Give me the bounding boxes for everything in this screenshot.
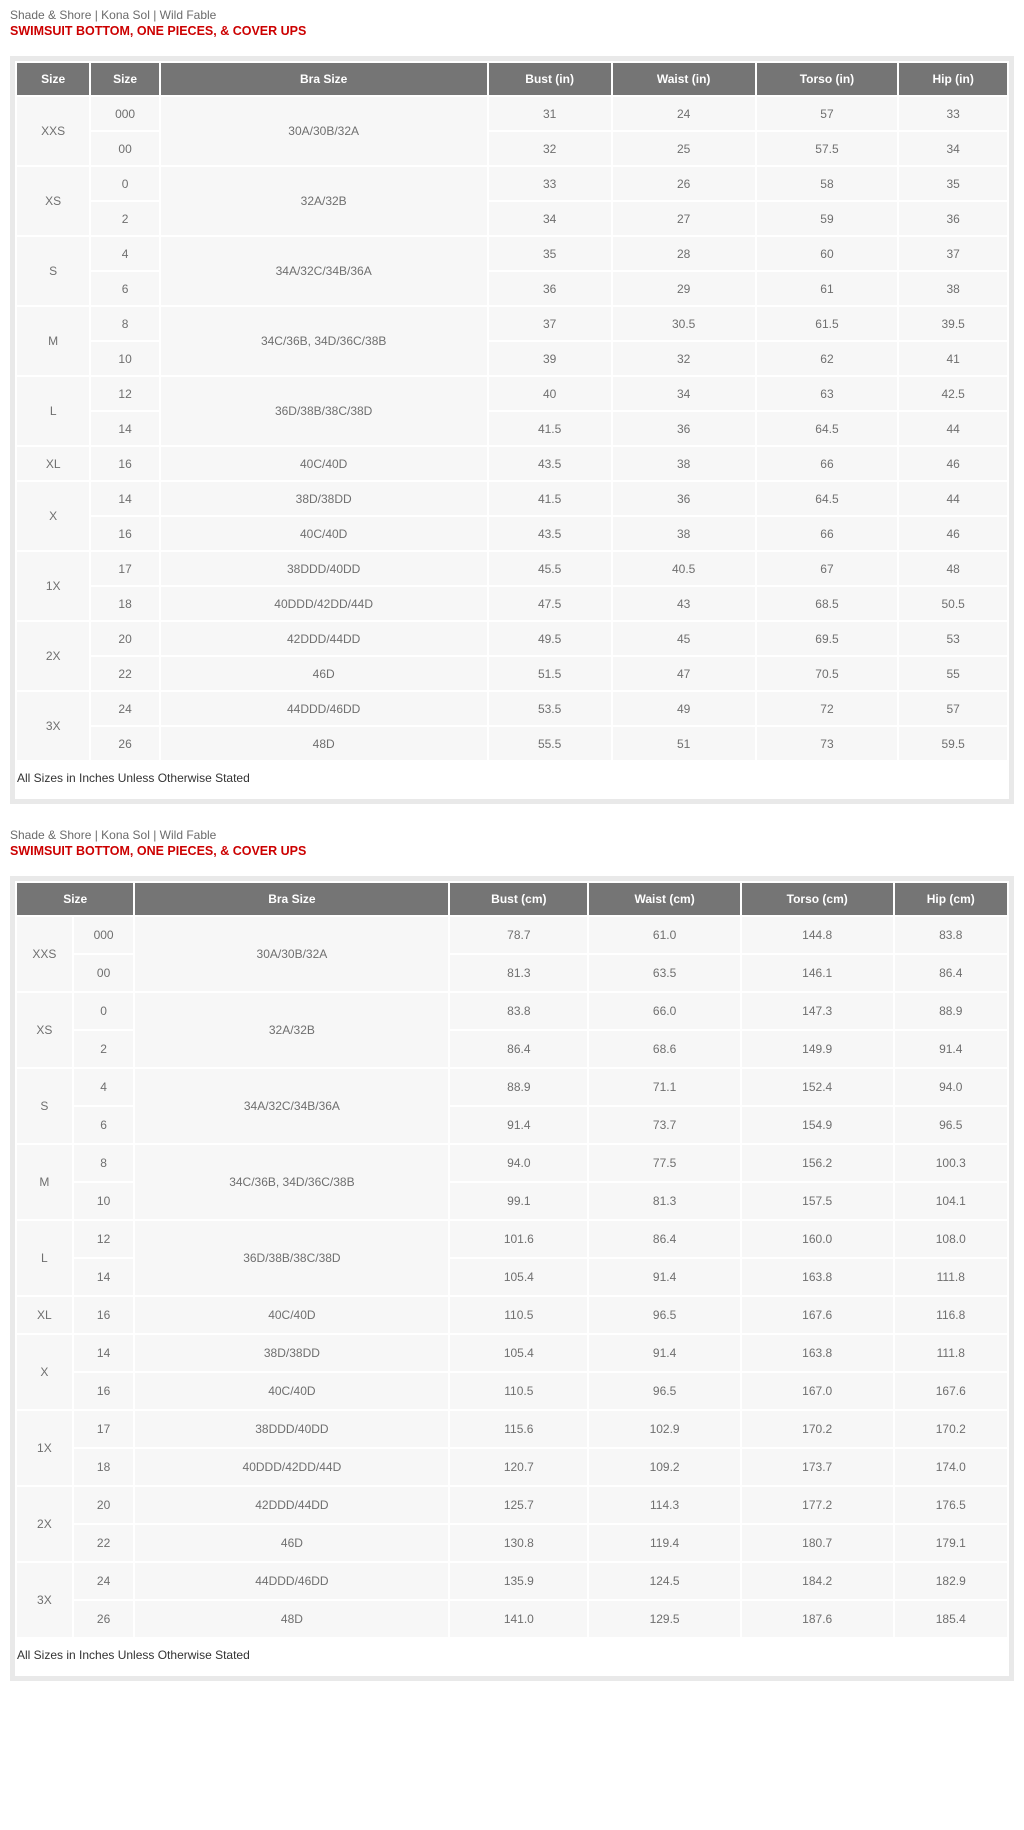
torso-cell: 187.6: [742, 1601, 893, 1637]
table-row: [17, 1145, 1007, 1181]
torso-cell: 170.2: [742, 1411, 893, 1447]
table-row: [17, 1297, 1007, 1333]
waist-cell: 91.4: [589, 1335, 740, 1371]
bust-cell: 45.5: [489, 552, 611, 585]
waist-cell: 32: [613, 342, 755, 375]
size-cell: 14: [91, 482, 158, 515]
torso-cell: 163.8: [742, 1259, 893, 1295]
waist-cell: 129.5: [589, 1601, 740, 1637]
bust-cell: 141.0: [450, 1601, 587, 1637]
size-group-cell: X: [17, 482, 89, 550]
size-cell: 6: [74, 1107, 134, 1143]
table-row: [17, 622, 1007, 655]
bust-cell: 101.6: [450, 1221, 587, 1257]
bra-size-cell: 48D: [135, 1601, 448, 1637]
waist-cell: 102.9: [589, 1411, 740, 1447]
size-cell: 6: [91, 272, 158, 305]
table-row: [17, 1601, 1007, 1637]
torso-cell: 67: [757, 552, 898, 585]
waist-cell: 73.7: [589, 1107, 740, 1143]
table-row: [17, 1221, 1007, 1257]
footnote: All Sizes in Inches Unless Otherwise Stated: [15, 762, 1009, 797]
bra-size-cell: 40C/40D: [135, 1373, 448, 1409]
bra-size-cell: 38D/38DD: [135, 1335, 448, 1371]
bra-size-cell: 36D/38B/38C/38D: [135, 1221, 448, 1295]
table-row: [17, 1335, 1007, 1371]
table-row: [17, 237, 1007, 270]
waist-cell: 114.3: [589, 1487, 740, 1523]
size-group-cell: XS: [17, 993, 72, 1067]
bust-cell: 86.4: [450, 1031, 587, 1067]
hip-cell: 59.5: [899, 727, 1007, 760]
hip-cell: 39.5: [899, 307, 1007, 340]
bust-cell: 47.5: [489, 587, 611, 620]
bust-cell: 33: [489, 167, 611, 200]
size-cell: 26: [91, 727, 158, 760]
torso-cell: 149.9: [742, 1031, 893, 1067]
bust-cell: 41.5: [489, 482, 611, 515]
header-row: [17, 883, 1007, 915]
size-cell: 14: [74, 1259, 134, 1295]
hip-cell: 179.1: [895, 1525, 1008, 1561]
waist-cell: 96.5: [589, 1373, 740, 1409]
bra-size-cell: 30A/30B/32A: [135, 917, 448, 991]
bust-cell: 43.5: [489, 517, 611, 550]
bra-size-cell: 42DDD/44DD: [135, 1487, 448, 1523]
size-cell: 17: [91, 552, 158, 585]
torso-cell: 163.8: [742, 1335, 893, 1371]
torso-cell: 173.7: [742, 1449, 893, 1485]
size-group-cell: XXS: [17, 97, 89, 165]
bust-cell: 78.7: [450, 917, 587, 953]
table-row: [17, 1563, 1007, 1599]
table-row: [17, 917, 1007, 953]
column-header: Size: [17, 63, 89, 95]
bust-cell: 105.4: [450, 1335, 587, 1371]
bust-cell: 41.5: [489, 412, 611, 445]
waist-cell: 29: [613, 272, 755, 305]
hip-cell: 185.4: [895, 1601, 1008, 1637]
column-header: Bra Size: [161, 63, 487, 95]
size-cell: 17: [74, 1411, 134, 1447]
chart-title: SWIMSUIT BOTTOM, ONE PIECES, & COVER UPS: [10, 844, 307, 858]
table-row: [17, 167, 1007, 200]
size-chart-section-cm: [10, 828, 1014, 1681]
bust-cell: 88.9: [450, 1069, 587, 1105]
torso-cell: 167.6: [742, 1297, 893, 1333]
waist-cell: 28: [613, 237, 755, 270]
torso-cell: 64.5: [757, 482, 898, 515]
waist-cell: 96.5: [589, 1297, 740, 1333]
hip-cell: 35: [899, 167, 1007, 200]
bust-cell: 55.5: [489, 727, 611, 760]
size-group-cell: M: [17, 307, 89, 375]
bust-cell: 130.8: [450, 1525, 587, 1561]
bust-cell: 81.3: [450, 955, 587, 991]
hip-cell: 46: [899, 517, 1007, 550]
table-row: [17, 307, 1007, 340]
table-row: [17, 1449, 1007, 1485]
torso-cell: 73: [757, 727, 898, 760]
bust-cell: 105.4: [450, 1259, 587, 1295]
table-row: [17, 692, 1007, 725]
size-group-cell: 2X: [17, 1487, 72, 1561]
hip-cell: 44: [899, 482, 1007, 515]
waist-cell: 68.6: [589, 1031, 740, 1067]
column-header: Size: [91, 63, 158, 95]
hip-cell: 55: [899, 657, 1007, 690]
size-cell: 16: [74, 1373, 134, 1409]
bust-cell: 53.5: [489, 692, 611, 725]
size-group-cell: XS: [17, 167, 89, 235]
bra-size-cell: 34A/32C/34B/36A: [135, 1069, 448, 1143]
size-chart-table-inches: [15, 61, 1009, 762]
bust-cell: 37: [489, 307, 611, 340]
hip-cell: 83.8: [895, 917, 1008, 953]
bra-size-cell: 30A/30B/32A: [161, 97, 487, 165]
hip-cell: 42.5: [899, 377, 1007, 410]
hip-cell: 53: [899, 622, 1007, 655]
brand-line: Shade & Shore | Kona Sol | Wild Fable: [10, 828, 217, 842]
bust-cell: 110.5: [450, 1373, 587, 1409]
size-group-cell: S: [17, 237, 89, 305]
size-cell: 14: [74, 1335, 134, 1371]
bust-cell: 125.7: [450, 1487, 587, 1523]
bra-size-cell: 40C/40D: [135, 1297, 448, 1333]
size-group-cell: XL: [17, 1297, 72, 1333]
size-group-cell: XL: [17, 447, 89, 480]
bust-cell: 115.6: [450, 1411, 587, 1447]
waist-cell: 77.5: [589, 1145, 740, 1181]
waist-cell: 43: [613, 587, 755, 620]
waist-cell: 81.3: [589, 1183, 740, 1219]
size-cell: 16: [91, 447, 158, 480]
size-cell: 2: [74, 1031, 134, 1067]
waist-cell: 71.1: [589, 1069, 740, 1105]
size-group-cell: 2X: [17, 622, 89, 690]
size-cell: 00: [91, 132, 158, 165]
size-chart-section-inches: [10, 8, 1014, 804]
column-header: Bust (cm): [450, 883, 587, 915]
hip-cell: 46: [899, 447, 1007, 480]
size-group-cell: 3X: [17, 1563, 72, 1637]
bust-cell: 35: [489, 237, 611, 270]
torso-cell: 60: [757, 237, 898, 270]
table-row: [17, 727, 1007, 760]
waist-cell: 49: [613, 692, 755, 725]
hip-cell: 44: [899, 412, 1007, 445]
torso-cell: 57.5: [757, 132, 898, 165]
bust-cell: 110.5: [450, 1297, 587, 1333]
brand-line: Shade & Shore | Kona Sol | Wild Fable: [10, 8, 217, 22]
torso-cell: 167.0: [742, 1373, 893, 1409]
size-group-cell: S: [17, 1069, 72, 1143]
bust-cell: 91.4: [450, 1107, 587, 1143]
bust-cell: 94.0: [450, 1145, 587, 1181]
torso-cell: 69.5: [757, 622, 898, 655]
hip-cell: 91.4: [895, 1031, 1008, 1067]
size-group-cell: M: [17, 1145, 72, 1219]
hip-cell: 36: [899, 202, 1007, 235]
size-cell: 20: [74, 1487, 134, 1523]
bra-size-cell: 34C/36B, 34D/36C/38B: [135, 1145, 448, 1219]
torso-cell: 146.1: [742, 955, 893, 991]
hip-cell: 116.8: [895, 1297, 1008, 1333]
waist-cell: 24: [613, 97, 755, 130]
table-row: [17, 993, 1007, 1029]
torso-cell: 70.5: [757, 657, 898, 690]
torso-cell: 59: [757, 202, 898, 235]
waist-cell: 38: [613, 517, 755, 550]
bra-size-cell: 46D: [135, 1525, 448, 1561]
bra-size-cell: 44DDD/46DD: [135, 1563, 448, 1599]
table-row: [17, 97, 1007, 130]
size-cell: 18: [74, 1449, 134, 1485]
size-cell: 0: [74, 993, 134, 1029]
size-cell: 8: [74, 1145, 134, 1181]
waist-cell: 34: [613, 377, 755, 410]
table-row: [17, 482, 1007, 515]
table-row: [17, 1373, 1007, 1409]
waist-cell: 119.4: [589, 1525, 740, 1561]
size-group-cell: L: [17, 1221, 72, 1295]
torso-cell: 180.7: [742, 1525, 893, 1561]
bra-size-cell: 42DDD/44DD: [161, 622, 487, 655]
torso-cell: 66: [757, 447, 898, 480]
torso-cell: 144.8: [742, 917, 893, 953]
header-row: [17, 63, 1007, 95]
hip-cell: 104.1: [895, 1183, 1008, 1219]
size-chart-table-cm: [15, 881, 1009, 1639]
size-cell: 000: [91, 97, 158, 130]
hip-cell: 57: [899, 692, 1007, 725]
torso-cell: 160.0: [742, 1221, 893, 1257]
hip-cell: 167.6: [895, 1373, 1008, 1409]
hip-cell: 100.3: [895, 1145, 1008, 1181]
size-cell: 18: [91, 587, 158, 620]
waist-cell: 36: [613, 412, 755, 445]
waist-cell: 38: [613, 447, 755, 480]
bra-size-cell: 40DDD/42DD/44D: [135, 1449, 448, 1485]
hip-cell: 111.8: [895, 1335, 1008, 1371]
torso-cell: 177.2: [742, 1487, 893, 1523]
torso-cell: 62: [757, 342, 898, 375]
size-cell: 0: [91, 167, 158, 200]
hip-cell: 174.0: [895, 1449, 1008, 1485]
waist-cell: 86.4: [589, 1221, 740, 1257]
size-cell: 14: [91, 412, 158, 445]
size-group-cell: 3X: [17, 692, 89, 760]
bra-size-cell: 40DDD/42DD/44D: [161, 587, 487, 620]
bust-cell: 99.1: [450, 1183, 587, 1219]
waist-cell: 91.4: [589, 1259, 740, 1295]
table-row: [17, 587, 1007, 620]
torso-cell: 72: [757, 692, 898, 725]
hip-cell: 37: [899, 237, 1007, 270]
size-cell: 2: [91, 202, 158, 235]
size-chart-panel: [10, 876, 1014, 1681]
column-header: Size: [17, 883, 133, 915]
hip-cell: 88.9: [895, 993, 1008, 1029]
bra-size-cell: 36D/38B/38C/38D: [161, 377, 487, 445]
bra-size-cell: 40C/40D: [161, 447, 487, 480]
waist-cell: 63.5: [589, 955, 740, 991]
bust-cell: 39: [489, 342, 611, 375]
bra-size-cell: 34C/36B, 34D/36C/38B: [161, 307, 487, 375]
table-row: [17, 1069, 1007, 1105]
column-header: Waist (in): [613, 63, 755, 95]
waist-cell: 30.5: [613, 307, 755, 340]
bust-cell: 34: [489, 202, 611, 235]
torso-cell: 61: [757, 272, 898, 305]
hip-cell: 38: [899, 272, 1007, 305]
table-row: [17, 1525, 1007, 1561]
hip-cell: 176.5: [895, 1487, 1008, 1523]
table-row: [17, 1487, 1007, 1523]
size-chart-panel: [10, 56, 1014, 804]
table-row: [17, 552, 1007, 585]
bra-size-cell: 38DDD/40DD: [161, 552, 487, 585]
torso-cell: 68.5: [757, 587, 898, 620]
size-group-cell: XXS: [17, 917, 72, 991]
bust-cell: 135.9: [450, 1563, 587, 1599]
size-group-cell: 1X: [17, 552, 89, 620]
waist-cell: 36: [613, 482, 755, 515]
bra-size-cell: 38DDD/40DD: [135, 1411, 448, 1447]
bust-cell: 31: [489, 97, 611, 130]
bra-size-cell: 34A/32C/34B/36A: [161, 237, 487, 305]
size-cell: 24: [91, 692, 158, 725]
table-row: [17, 447, 1007, 480]
bra-size-cell: 44DDD/46DD: [161, 692, 487, 725]
bust-cell: 83.8: [450, 993, 587, 1029]
waist-cell: 27: [613, 202, 755, 235]
hip-cell: 170.2: [895, 1411, 1008, 1447]
hip-cell: 41: [899, 342, 1007, 375]
torso-cell: 156.2: [742, 1145, 893, 1181]
size-cell: 22: [91, 657, 158, 690]
size-cell: 00: [74, 955, 134, 991]
hip-cell: 108.0: [895, 1221, 1008, 1257]
size-cell: 20: [91, 622, 158, 655]
hip-cell: 50.5: [899, 587, 1007, 620]
size-cell: 12: [91, 377, 158, 410]
size-cell: 4: [91, 237, 158, 270]
size-cell: 10: [91, 342, 158, 375]
size-cell: 8: [91, 307, 158, 340]
waist-cell: 25: [613, 132, 755, 165]
column-header: Bust (in): [489, 63, 611, 95]
waist-cell: 40.5: [613, 552, 755, 585]
bust-cell: 49.5: [489, 622, 611, 655]
torso-cell: 58: [757, 167, 898, 200]
bust-cell: 120.7: [450, 1449, 587, 1485]
waist-cell: 51: [613, 727, 755, 760]
chart-title: SWIMSUIT BOTTOM, ONE PIECES, & COVER UPS: [10, 24, 307, 38]
torso-cell: 184.2: [742, 1563, 893, 1599]
column-header: Hip (cm): [895, 883, 1008, 915]
bust-cell: 32: [489, 132, 611, 165]
bra-size-cell: 38D/38DD: [161, 482, 487, 515]
bra-size-cell: 40C/40D: [161, 517, 487, 550]
table-row: [17, 517, 1007, 550]
torso-cell: 61.5: [757, 307, 898, 340]
hip-cell: 94.0: [895, 1069, 1008, 1105]
size-cell: 26: [74, 1601, 134, 1637]
torso-cell: 63: [757, 377, 898, 410]
torso-cell: 66: [757, 517, 898, 550]
bra-size-cell: 32A/32B: [161, 167, 487, 235]
bra-size-cell: 32A/32B: [135, 993, 448, 1067]
column-header: Waist (cm): [589, 883, 740, 915]
table-row: [17, 657, 1007, 690]
hip-cell: 111.8: [895, 1259, 1008, 1295]
hip-cell: 182.9: [895, 1563, 1008, 1599]
torso-cell: 154.9: [742, 1107, 893, 1143]
bust-cell: 51.5: [489, 657, 611, 690]
waist-cell: 45: [613, 622, 755, 655]
hip-cell: 48: [899, 552, 1007, 585]
hip-cell: 86.4: [895, 955, 1008, 991]
torso-cell: 152.4: [742, 1069, 893, 1105]
torso-cell: 157.5: [742, 1183, 893, 1219]
torso-cell: 147.3: [742, 993, 893, 1029]
waist-cell: 109.2: [589, 1449, 740, 1485]
size-cell: 24: [74, 1563, 134, 1599]
size-group-cell: X: [17, 1335, 72, 1409]
bust-cell: 43.5: [489, 447, 611, 480]
size-cell: 4: [74, 1069, 134, 1105]
size-cell: 12: [74, 1221, 134, 1257]
table-row: [17, 377, 1007, 410]
hip-cell: 33: [899, 97, 1007, 130]
bust-cell: 36: [489, 272, 611, 305]
size-group-cell: 1X: [17, 1411, 72, 1485]
size-cell: 000: [74, 917, 134, 953]
size-cell: 16: [91, 517, 158, 550]
hip-cell: 96.5: [895, 1107, 1008, 1143]
bra-size-cell: 46D: [161, 657, 487, 690]
bust-cell: 40: [489, 377, 611, 410]
size-cell: 16: [74, 1297, 134, 1333]
size-cell: 10: [74, 1183, 134, 1219]
size-group-cell: L: [17, 377, 89, 445]
column-header: Torso (in): [757, 63, 898, 95]
torso-cell: 64.5: [757, 412, 898, 445]
table-row: [17, 1411, 1007, 1447]
waist-cell: 66.0: [589, 993, 740, 1029]
hip-cell: 34: [899, 132, 1007, 165]
bra-size-cell: 48D: [161, 727, 487, 760]
waist-cell: 47: [613, 657, 755, 690]
column-header: Hip (in): [899, 63, 1007, 95]
torso-cell: 57: [757, 97, 898, 130]
waist-cell: 124.5: [589, 1563, 740, 1599]
footnote: All Sizes in Inches Unless Otherwise Stated: [15, 1639, 1009, 1674]
column-header: Torso (cm): [742, 883, 893, 915]
size-cell: 22: [74, 1525, 134, 1561]
waist-cell: 26: [613, 167, 755, 200]
column-header: Bra Size: [135, 883, 448, 915]
waist-cell: 61.0: [589, 917, 740, 953]
